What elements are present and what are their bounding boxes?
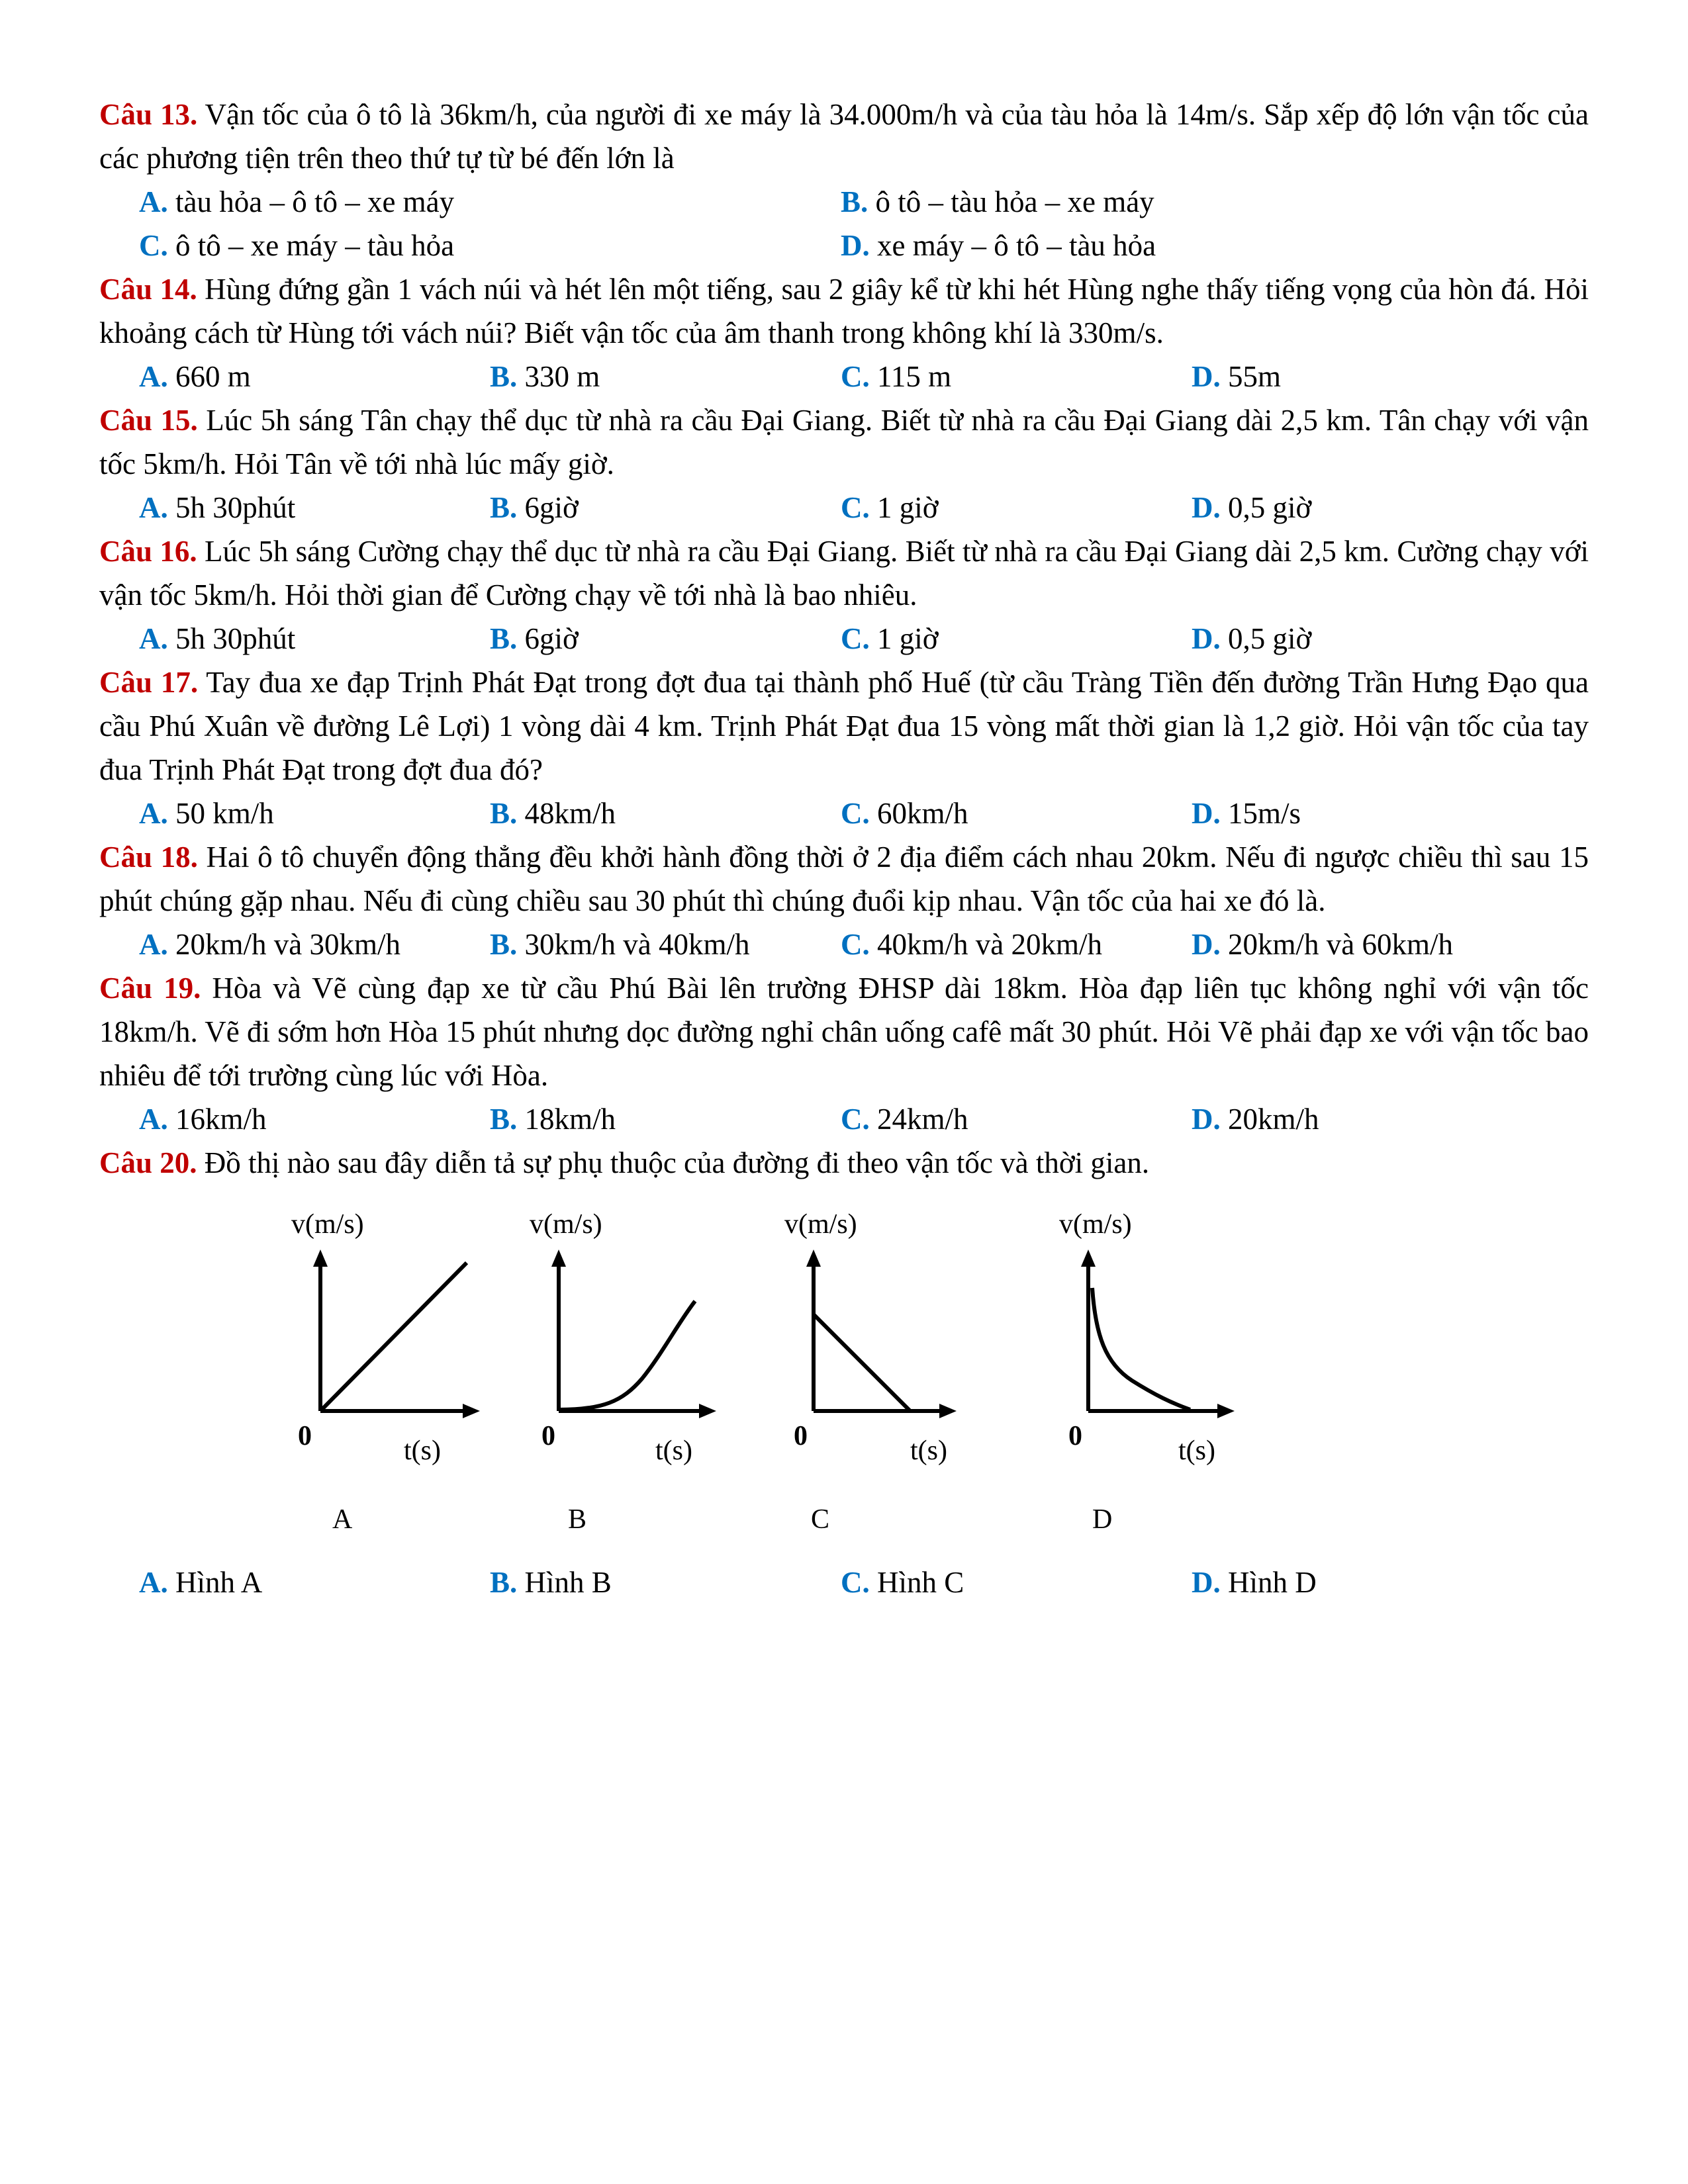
graph-y-label: v(m/s) [784,1209,857,1240]
option-text: 60km/h [877,797,968,830]
option-letter: D. [1192,360,1221,393]
question-number: Câu 16. [99,535,197,568]
y-axis-arrow [551,1250,566,1267]
option-d[interactable] [1192,1097,1542,1141]
option-text: 1 giờ [877,491,939,524]
graph-caption: A [332,1504,353,1535]
question-19 [99,966,1589,1097]
graph-d-plot [1059,1190,1284,1494]
graph-origin: 0 [298,1421,312,1451]
graph-c [784,1190,1009,1561]
question-20 [99,1141,1589,1185]
option-letter: B. [841,185,868,218]
question-text: Lúc 5h sáng Cường chạy thể dục từ nhà ra cầu Đại Giang. Biết từ nhà ra cầu Đại Giang dài 2,5 km. Cường chạy với vận tốc 5km/h. Hỏi thời gian để Cường chạy về tới nhà là bao nhiêu. [99,535,1589,612]
question-number: Câu 14. [99,273,197,306]
option-c[interactable] [841,617,1192,660]
graph-caption: D [1092,1504,1113,1535]
options-row [99,355,1589,398]
option-letter: A. [139,1103,168,1136]
option-letter: D. [1192,797,1221,830]
question-number: Câu 20. [99,1146,197,1179]
question-text: Hai ô tô chuyển động thẳng đều khởi hành đồng thời ở 2 địa điểm cách nhau 20km. Nếu đi ngược chiều thì sau 15 phút chúng gặp nhau. Nếu đi cùng chiều sau 30 phút thì chúng đuổi kịp nhau. Vận tốc của hai xe đó là. [99,841,1589,917]
option-text: 18km/h [524,1103,616,1136]
option-text: ô tô – xe máy – tàu hỏa [175,229,455,262]
option-letter: A. [139,622,168,655]
option-a[interactable] [139,180,841,224]
graph-y-label: v(m/s) [291,1209,364,1240]
graph-b [530,1190,755,1561]
option-b[interactable] [490,923,841,966]
options-row [99,486,1589,529]
option-text: 1 giờ [877,622,939,655]
options-row [99,180,1589,224]
y-axis-arrow [1081,1250,1096,1267]
option-letter: C. [139,229,168,262]
option-text: Hình A [175,1566,263,1599]
question-14 [99,267,1589,355]
question-number: Câu 15. [99,404,198,437]
option-text: 40km/h và 20km/h [877,928,1102,961]
question-number: Câu 19. [99,972,201,1005]
option-letter: C. [841,928,870,961]
option-letter: D. [1192,622,1221,655]
x-axis-arrow [1217,1404,1235,1418]
option-letter: D. [841,229,870,262]
graph-x-label: t(s) [910,1435,947,1466]
x-axis-arrow [463,1404,480,1418]
graph-origin: 0 [794,1421,808,1451]
option-d[interactable] [1192,486,1542,529]
option-a[interactable] [139,923,490,966]
option-letter: D. [1192,491,1221,524]
option-d[interactable] [1192,617,1542,660]
option-text: 330 m [524,360,600,393]
option-text: 30km/h và 40km/h [524,928,750,961]
option-c[interactable] [841,1561,1192,1604]
options-row [99,923,1589,966]
option-text: 55m [1228,360,1282,393]
option-c[interactable] [841,792,1192,835]
question-text: Lúc 5h sáng Tân chạy thể dục từ nhà ra cầu Đại Giang. Biết từ nhà ra cầu Đại Giang dài 2,5 km. Tân chạy với vận tốc 5km/h. Hỏi Tân về tới nhà lúc mấy giờ. [99,404,1589,480]
option-text: 16km/h [175,1103,267,1136]
question-text: Hùng đứng gần 1 vách núi và hét lên một tiếng, sau 2 giây kể từ khi hét Hùng nghe thấy tiếng vọng của hòn đá. Hỏi khoảng cách từ Hùng tới vách núi? Biết vận tốc của âm thanh trong không khí là 330m/s. [99,273,1589,349]
graph-origin: 0 [1068,1421,1082,1451]
option-c[interactable] [841,355,1192,398]
graph-c-plot [784,1190,1009,1494]
option-letter: C. [841,1103,870,1136]
question-18 [99,835,1589,923]
option-d[interactable] [1192,923,1542,966]
worksheet [99,93,1589,1604]
option-text: Hình B [524,1566,612,1599]
option-text: 660 m [175,360,251,393]
option-text: 5h 30phút [175,622,296,655]
graph-caption: C [811,1504,830,1535]
option-d[interactable] [1192,1561,1542,1604]
option-a[interactable] [139,617,490,660]
option-a[interactable] [139,1097,490,1141]
option-text: 0,5 giờ [1228,491,1312,524]
curve-accelerating [559,1301,695,1410]
option-letter: B. [490,1103,518,1136]
graph-x-label: t(s) [1178,1435,1215,1466]
option-text: 0,5 giờ [1228,622,1312,655]
option-b[interactable] [490,486,841,529]
option-letter: B. [490,928,518,961]
option-text: 50 km/h [175,797,274,830]
question-number: Câu 18. [99,841,198,874]
option-letter: A. [139,797,168,830]
option-a[interactable] [139,1561,490,1604]
option-letter: A. [139,1566,168,1599]
option-letter: C. [841,491,870,524]
option-text: 20km/h và 60km/h [1228,928,1453,961]
option-a[interactable] [139,355,490,398]
option-text: 20km/h [1228,1103,1319,1136]
option-letter: C. [841,797,870,830]
y-axis-arrow [313,1250,328,1267]
option-d[interactable] [1192,355,1542,398]
option-c[interactable] [841,923,1192,966]
question-number: Câu 13. [99,98,198,131]
graph-origin: 0 [541,1421,555,1451]
option-letter: B. [490,622,518,655]
option-c[interactable] [139,224,841,267]
curve-linear-increasing [320,1263,467,1411]
options-row [99,617,1589,660]
option-letter: C. [841,1566,870,1599]
y-axis-arrow [806,1250,821,1267]
option-a[interactable] [139,792,490,835]
option-b[interactable] [490,1097,841,1141]
options-row [99,792,1589,835]
graph-x-label: t(s) [655,1435,692,1466]
option-letter: D. [1192,1103,1221,1136]
option-letter: A. [139,928,168,961]
option-letter: A. [139,360,168,393]
option-text: Hình C [877,1566,964,1599]
option-letter: D. [1192,1566,1221,1599]
option-letter: A. [139,185,168,218]
option-a[interactable] [139,486,490,529]
curve-linear-decreasing [814,1314,910,1411]
option-letter: B. [490,1566,518,1599]
options-row [99,1561,1589,1604]
option-c[interactable] [841,1097,1192,1141]
question-text: Vận tốc của ô tô là 36km/h, của người đi xe máy là 34.000m/h và của tàu hỏa là 14m/s. Sắp xếp độ lớn vận tốc của các phương tiện trên theo thứ tự từ bé đến lớn là [99,98,1589,175]
options-row [99,224,1589,267]
option-text: 20km/h và 30km/h [175,928,400,961]
option-text: 5h 30phút [175,491,296,524]
option-c[interactable] [841,486,1192,529]
option-text: 6giờ [524,622,579,655]
graph-y-label: v(m/s) [530,1209,602,1240]
graph-y-label: v(m/s) [1059,1209,1132,1240]
option-text: 6giờ [524,491,579,524]
option-text: 24km/h [877,1103,968,1136]
option-letter: B. [490,360,518,393]
option-d[interactable] [1192,792,1542,835]
option-b[interactable] [490,1561,841,1604]
graph-figures [99,1190,1589,1561]
question-17 [99,660,1589,792]
option-text: xe máy – ô tô – tàu hỏa [877,229,1156,262]
question-text: Hòa và Vẽ cùng đạp xe từ cầu Phú Bài lên trường ĐHSP dài 18km. Hòa đạp liên tục không nghỉ với vận tốc 18km/h. Vẽ đi sớm hơn Hòa 15 phút nhưng dọc đường nghỉ chân uống cafê mất 30 phút. Hỏi Vẽ phải đạp xe với vận tốc bao nhiêu để tới trường cùng lúc với Hòa. [99,972,1589,1092]
option-letter: D. [1192,928,1221,961]
graph-b-plot [530,1190,755,1494]
question-text: Đồ thị nào sau đây diễn tả sự phụ thuộc của đường đi theo vận tốc và thời gian. [204,1146,1150,1179]
option-letter: B. [490,491,518,524]
option-letter: C. [841,622,870,655]
question-16 [99,529,1589,617]
option-text: Hình D [1228,1566,1317,1599]
option-b[interactable] [490,617,841,660]
x-axis-arrow [699,1404,716,1418]
option-d[interactable] [841,224,1542,267]
graph-caption: B [568,1504,587,1535]
graph-a [291,1190,516,1561]
question-number: Câu 17. [99,666,199,699]
option-letter: B. [490,797,518,830]
option-text: tàu hỏa – ô tô – xe máy [175,185,455,218]
x-axis-arrow [939,1404,957,1418]
option-letter: A. [139,491,168,524]
graph-x-label: t(s) [404,1435,441,1466]
question-15 [99,398,1589,486]
curve-decaying [1092,1288,1190,1410]
graph-d [1059,1190,1284,1561]
option-text: 15m/s [1228,797,1301,830]
option-b[interactable] [490,355,841,398]
option-text: 115 m [877,360,952,393]
question-13 [99,93,1589,180]
option-b[interactable] [490,792,841,835]
option-b[interactable] [841,180,1542,224]
option-text: ô tô – tàu hỏa – xe máy [875,185,1154,218]
question-text: Tay đua xe đạp Trịnh Phát Đạt trong đợt đua tại thành phố Huế (từ cầu Tràng Tiền đến đường Trần Hưng Đạo qua cầu Phú Xuân về đường Lê Lợi) 1 vòng dài 4 km. Trịnh Phát Đạt đua 15 vòng mất thời gian là 1,2 giờ. Hỏi vận tốc của tay đua Trịnh Phát Đạt trong đợt đua đó? [99,666,1589,786]
option-letter: C. [841,360,870,393]
options-row [99,1097,1589,1141]
option-text: 48km/h [524,797,616,830]
